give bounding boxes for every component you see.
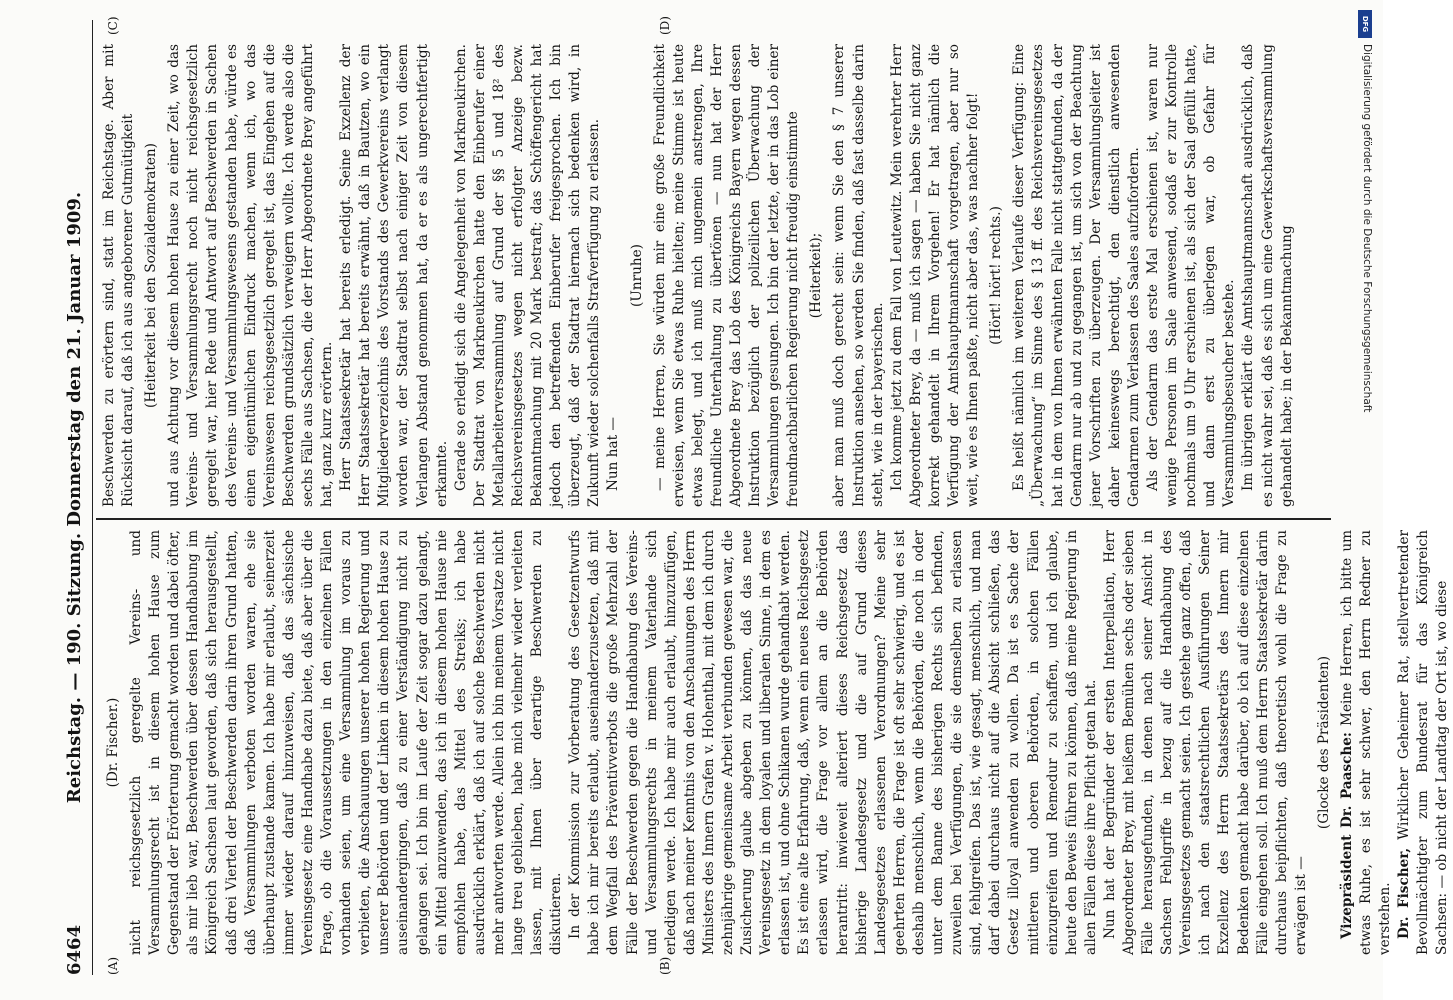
speaker-note: (Dr. Fischer.) — [105, 697, 121, 788]
speaker-name: Dr. Fischer, — [1396, 847, 1413, 939]
paragraph: In der Kommission zur Vorberatung des Gesetzentwurfs habe ich mir bereits erlaubt, auseinanderzusetzen, daß mit dem Wegfall des Präventivverbots die große Mehrzahl der Fälle der Beschwerden gegen die Handhabung des Vereins- und Versammlungsrechts in meinem Vaterlande sich erledigen werde. Ich habe mir auch erlaubt, hinzuzufügen, daß nach meiner Kenntnis von den Anschauungen des Herrn Ministers des Innern Grafen v. Hohenthal, mit dem ich durch zehnjährige gemeinsame Arbeit verbunden gewesen war, die Zusicherung glaube abgeben zu können, daß das neue Vereinsgesetz in dem loyalen und liberalen Sinne, in dem es erlassen ist, und ohne Schikanen wurde gehandhabt werden. Es ist eine alte Erfahrung, daß, wenn ein neues Reichsgesetz erlassen wird, die Frage vor allem an die Behörden herantritt: inwieweit alteriert dieses Reichsgesetz das bisherige Landesgesetz und die auf Grund dieses Landesgesetzes erlassenen Verordnungen? Meine sehr geehrten Herren, die Frage ist oft sehr schwierig, und es ist deshalb menschlich, wenn die Behörden, die noch in oder unter dem Banne des bisherigen Rechts sich befinden, zuweilen bei Verfügungen, die sie demselben zu erlassen sind, fehlgreifen. Das ist, wie gesagt, menschlich, und man darf dabei durchaus nicht auf die Absicht schließen, das Gesetz illoyal anwenden zu wollen. Da ist es Sache der mittleren und oberen Behörden, in solchen Fällen einzugreifen und Remedur zu schaffen, und ich glaube, heute den Beweis führen zu können, daß meine Regierung in allen Fällen diese ihre Pflicht getan hat. — [567, 530, 1099, 955]
header-rule — [92, 20, 93, 975]
paragraph: Nun hat — — [605, 417, 622, 491]
dfg-logo — [1358, 10, 1372, 38]
paragraph — [1395, 530, 1452, 955]
right-column — [100, 44, 1340, 507]
stage-direction: (Heiterkeit); — [808, 232, 825, 319]
margin-letter-b: (B) — [658, 956, 672, 975]
stage-direction: (Glocke des Präsidenten) — [1315, 655, 1332, 830]
margin-letter-a: (A) — [106, 956, 120, 975]
speech-text: Wirklicher Geheimer Rat, stellvertretender Bevollmächtigter zum Bundesrat für das Königreich Sachsen: — ob nicht der Landtag der Ort ist, wo diese — [1396, 530, 1451, 955]
stage-direction: (Unruhe) — [628, 244, 645, 307]
paragraph: — meine Herren, Sie würden mir eine große Freundlichkeit erweisen, wenn Sie etwas Ruhe hielten; meine Stimme ist heute etwas belegt, und ich muß mich ungemein anstrengen, Ihre freundliche Unterhaltung zu übertönen — nun hat der Herr Abgeordnete Brey das Lob des Königreichs Bayern wegen dessen Instruktion bezüglich der polizeilichen Überwachung der Versammlungen gesungen. Ich bin der letzte, der in das Lob einer freundnachbarlichen Regierung nicht freudig einstimmte — [651, 44, 802, 507]
paragraph: Gerade so erledigt sich die Angelegenheit von Markneukirchen. Der Stadtrat von Markneukirchen hatte den Einberufer einer Metallarbeiterversammlung auf Grund der §§ 5 und 18² des Reichsvereinsgesetzes wegen nicht erfolgter Anzeige bezw. Bekanntmachung mit 20 Mark bestraft; das Schöffengericht hat jedoch den betreffenden Einberufer freigesprochen. Ich bin überzeugt, daß der Stadtrat hiernach sich bedenken wird, in Zukunft wieder solchenfalls Strafverfügung zu erlassen. — [452, 44, 603, 507]
page-header — [58, 20, 92, 975]
paragraph: Es heißt nämlich im weiteren Verlaufe dieser Verfügung: Eine „Überwachung“ im Sinne des § 13 ff. des Reichsvereinsgesetzes hat in dem von Ihnen erwähnten Falle nicht stattgefunden, da der Gendarm nur ab und zu gegangen ist, um sich von der Beachtung jener Vorschriften zu überzeugen. Der Versammlungsleiter ist daher keineswegs berechtigt, den dienstlich anwesenden Gendarmen zum Verlassen des Saales aufzufordern. — [1011, 44, 1142, 507]
paragraph: Beschwerden zu erörtern sind, statt im Reichstage. Aber mit Rücksicht darauf, daß ich aus angeborener Gutmütigkeit — [101, 44, 137, 507]
paragraph: Ich komme jetzt zu dem Fall von Leutewitz. Mein verehrter Herr Abgeordneter Brey, da — muß ich sagen — haben Sie nicht ganz korrekt gehandelt in Ihrem Vorgehen! Er hat nämlich die Verfügung der Amtshauptmannschaft vorgetragen, aber nur so weit, wie es Ihnen paßte, nicht aber das, was nachher folgt! — [888, 44, 982, 507]
stage-direction: (Hört! hört! rechts.) — [988, 206, 1005, 345]
column-divider — [96, 518, 1331, 520]
paragraph: und aus Achtung vor diesem hohen Hause zu einer Zeit, wo das Vereins- und Versammlungsrecht noch nicht reichsgesetzlich geregelt war, hier Rede und Antwort auf Beschwerden in Sachen des Vereins- und Versammlungswesens gestanden habe, würde es einen eigentümlichen Eindruck machen, wenn ich, wo das Vereinswesen reichsgesetzlich geregelt ist, das Eingehen auf die Beschwerden grundsätzlich verweigern wollte. Ich werde also die sechs Fälle aus Sachsen, die der Herr Abgeordnete Brey angeführt hat, ganz kurz erörtern. — [166, 44, 336, 507]
margin-letter-c: (C) — [106, 16, 120, 35]
paragraph: aber man muß doch gerecht sein: wenn Sie den § 7 unserer Instruktion ansehen, so werden Sie finden, daß fast dasselbe darin steht, wie in der bayerischen. — [831, 44, 886, 507]
page-number: 6464 — [64, 924, 85, 975]
dfg-sidebar — [1347, 4, 1387, 994]
paragraph: Als der Gendarm das erste Mal erschienen ist, waren nur wenige Personen im Saale anwesend, sodaß er zur Kontrolle nochmals um 9 Uhr erschienen ist, als sich der Saal gefüllt hatte, und dann erst zu überlegen war, ob Gefahr für Versammlungsbesucher bestehe. — [1144, 44, 1238, 507]
header-title: Reichstag. — 190. Sitzung. Donnerstag den 21. Januar 1909. — [64, 191, 85, 804]
left-column — [100, 530, 1451, 955]
digitization-notice: Digitalisierung gefördert durch die Deutsche Forschungsgemeinschaft — [1361, 44, 1373, 413]
speaker-name: Vizepräsident Dr. Paasche: — [1339, 732, 1355, 939]
stage-direction: (Heiterkeit bei den Sozialdemokraten) — [143, 143, 160, 408]
margin-letter-d: (D) — [658, 16, 672, 35]
dfg-logo-text: DFG — [1361, 15, 1369, 33]
paragraph: Im übrigen erklärt die Amtshauptmannschaft ausdrücklich, daß es nicht wahr sei, daß es sich um eine Gewerkschaftsversammlung gehandelt habe; in der Bekanntmachung — [1240, 44, 1295, 507]
paragraph: Nun hat der Begründer der ersten Interpellation, Herr Abgeordneter Brey, mit heißem Bemühen sechs oder sieben Fälle herausgefunden, in denen nach seiner Ansicht in Sachsen Fehlgriffe in bezug auf die Handhabung des Vereinsgesetzes gemacht seien. Ich gestehe ganz offen, daß ich nach den staatsrechtlichen Ausführungen Seiner Exzellenz des Herrn Staatssekretärs des Innern mir Bedenken gemacht habe darüber, ob ich auf diese einzelnen Fälle eingehen soll. Ich muß dem Herrn Staatssekretär darin durchaus beipflichten, daß theoretisch wohl die Frage zu erwägen ist — — [1101, 530, 1309, 955]
speech-text: Meine Herren, ich bitte um etwas Ruhe, es ist sehr schwer, den Herrn Redner zu verstehen. — [1339, 530, 1394, 955]
paragraph: nicht reichsgesetzlich geregelte Vereins- und Versammlungsrecht ist in diesem hohen Hause zum Gegenstand der Erörterung gemacht worden und dabei öfter, als mir lieb war, Beschwerden über dessen Handhabung im Königreich Sachsen laut geworden, daß sich herausgestellt, daß drei Viertel der Beschwerden darin ihren Grund hatten, daß Versammlungen verboten worden waren, ehe sie überhaupt zustande kamen. Ich habe mir erlaubt, seinerzeit immer wieder darauf hinzuweisen, daß das sächsische Vereinsgesetz eine Handhabe dazu biete, daß aber über die Frage, ob die Voraussetzungen in den einzelnen Fällen vorhanden seien, um eine Versammlung im voraus zu verbieten, die Anschauungen unserer hohen Regierung und unserer Behörden und der Linken in diesem hohen Hause zu auseinandergingen, daß zu einer Verständigung nicht zu gelangen sei. Ich bin im Laufe der Zeit sogar dazu gelangt, ein Mittel anzuwenden, das ich in diesem hohen Hause nie empfohlen habe, das Mittel des Streiks; ich habe ausdrücklich erklärt, daß ich auf solche Beschwerden nicht mehr antworten werde. Allein ich bin meinem Vorsatze nicht lange treu geblieben, habe mich vielmehr wieder verleiten lassen, mit Ihnen über derartige Beschwerden zu diskutieren. — [128, 530, 565, 955]
paragraph: Herr Staatssekretär hat bereits erledigt. Seine Exzellenz der Herr Staatssekretär hat bereits erwähnt, daß in Bautzen, wo ein Mitgliederverzeichnis des Vorstands des Gewerkvereins verlangt worden war, der Stadtrat selbst nach einiger Zeit von diesem Verlangen Abstand genommen hat, da er es als ungerechtfertigt erkannte. — [338, 44, 450, 507]
